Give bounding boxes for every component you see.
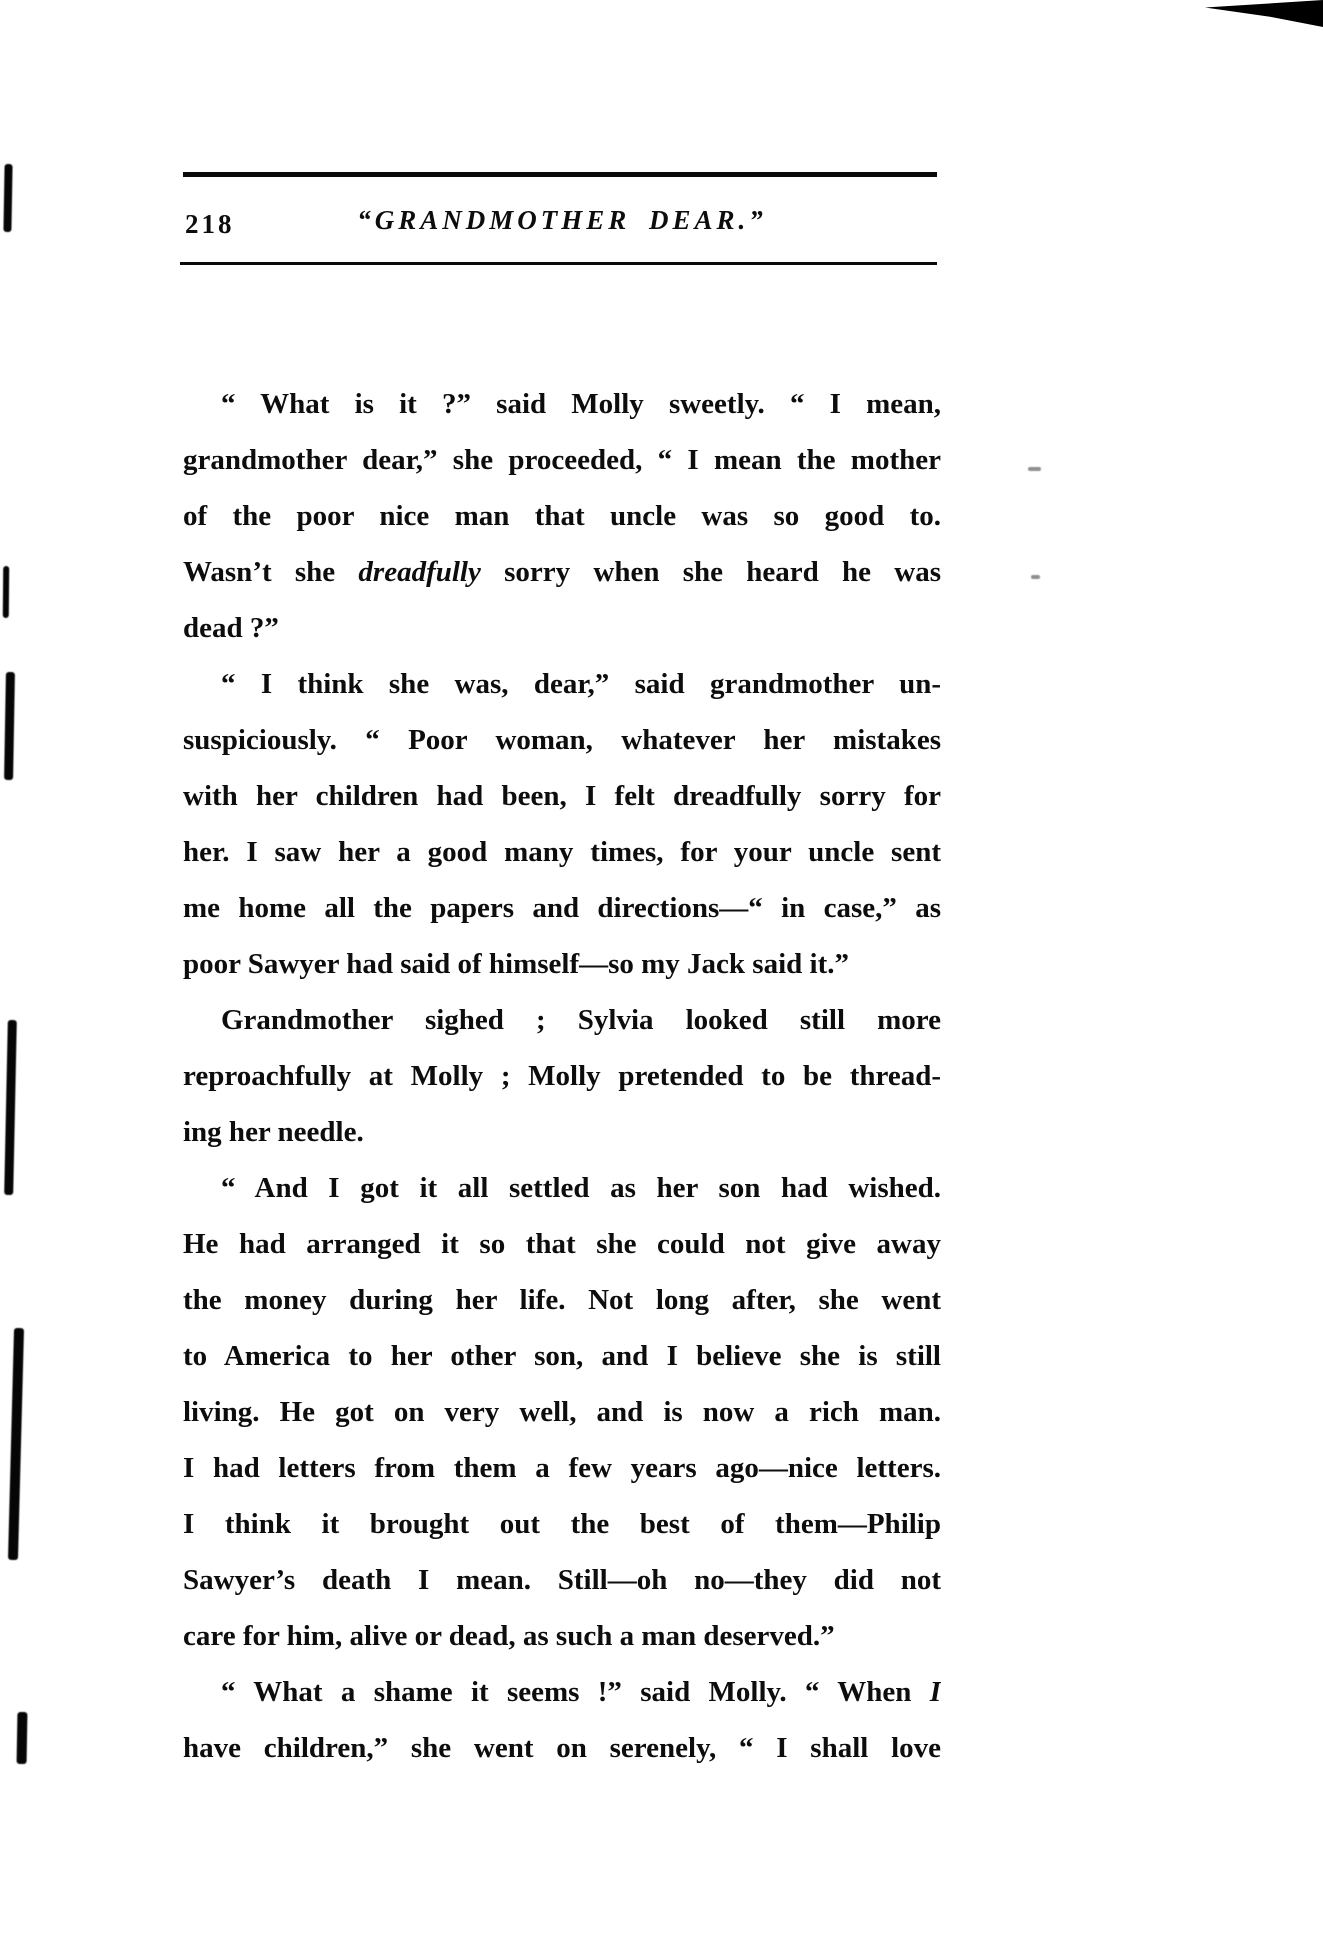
page-text [183, 376, 941, 1776]
text-line: her. I saw her a good many times, for your uncle sent [183, 836, 941, 868]
scan-artifact [1028, 467, 1041, 471]
text-line: living. He got on very well, and is now a rich man. [183, 1396, 941, 1428]
text-line: to America to her other son, and I believe she is still [183, 1340, 941, 1372]
scan-artifact [4, 1020, 17, 1195]
page-number: 218 [185, 209, 235, 239]
scan-artifact [17, 1712, 28, 1764]
text-line: I had letters from them a few years ago—nice letters. [183, 1452, 941, 1484]
text-line: suspiciously. “ Poor woman, whatever her mistakes [183, 724, 941, 756]
text-line: have children,” she went on serenely, “ I shall love [183, 1732, 941, 1764]
text-line: of the poor nice man that uncle was so good to. [183, 500, 941, 532]
text-line: reproachfully at Molly ; Molly pretended to be thread- [183, 1060, 941, 1092]
text-line: “ What is it ?” said Molly sweetly. “ I mean, [221, 388, 941, 420]
scan-artifact [1031, 575, 1040, 579]
text-line: ing her needle. [183, 1116, 364, 1148]
text-line: “ What a shame it seems !” said Molly. “ When I [221, 1676, 941, 1708]
page-header [183, 203, 941, 247]
scan-artifact [8, 1328, 24, 1560]
text-line: care for him, alive or dead, as such a man deserved.” [183, 1620, 835, 1652]
text-line: “ I think she was, dear,” said grandmother un- [221, 668, 941, 700]
text-line: with her children had been, I felt dreadfully sorry for [183, 780, 941, 812]
text-line: He had arranged it so that she could not give away [183, 1228, 941, 1260]
scan-artifact [3, 566, 9, 618]
text-line: Sawyer’s death I mean. Still—oh no—they did not [183, 1564, 941, 1596]
text-line: Wasn’t she dreadfully sorry when she heard he was [183, 556, 941, 588]
text-line: poor Sawyer had said of himself—so my Jack said it.” [183, 948, 849, 980]
text-line: the money during her life. Not long after, she went [183, 1284, 941, 1316]
scan-artifact [4, 672, 15, 780]
running-title: “GRANDMOTHER DEAR.” [357, 205, 767, 235]
scan-artifact [3, 164, 12, 232]
text-line: Grandmother sighed ; Sylvia looked still more [221, 1004, 941, 1036]
header-rule-top [183, 172, 937, 177]
text-line: I think it brought out the best of them—Philip [183, 1508, 941, 1540]
scan-corner-artifact [1205, 0, 1323, 27]
text-line: grandmother dear,” she proceeded, “ I mean the mother [183, 444, 941, 476]
text-line: dead ?” [183, 612, 279, 644]
text-line: me home all the papers and directions—“ in case,” as [183, 892, 941, 924]
text-line: “ And I got it all settled as her son had wished. [221, 1172, 941, 1204]
header-rule-bottom [180, 262, 937, 265]
